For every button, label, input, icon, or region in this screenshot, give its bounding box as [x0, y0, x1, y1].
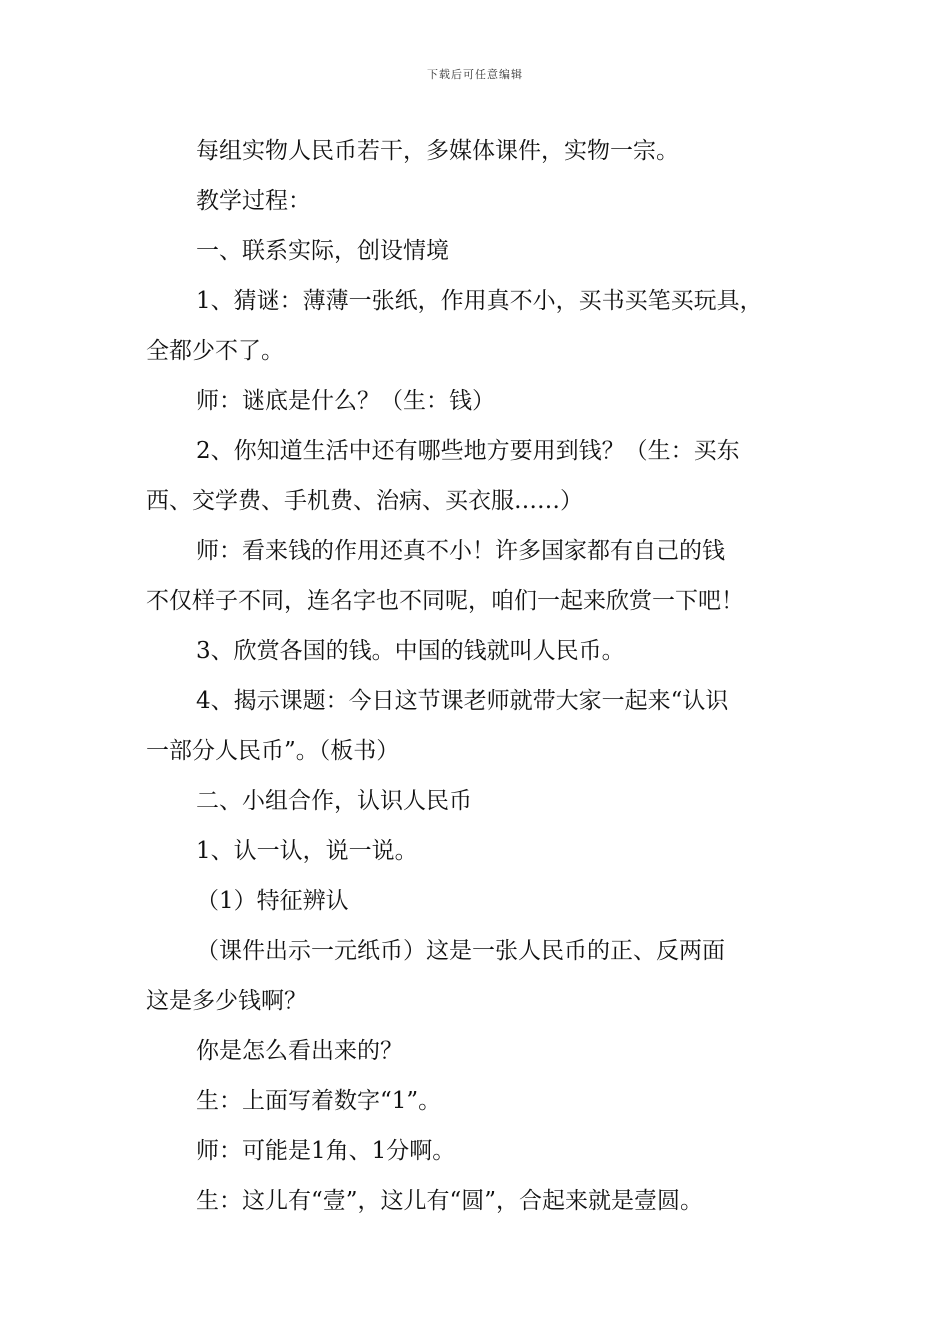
paragraph-appreciate: 3、欣赏各国的钱。中国的钱就叫人民币。: [196, 638, 625, 664]
section-heading-2: 二、小组合作，认识人民币: [196, 788, 472, 814]
paragraph-riddle: 1、猜谜：薄薄一张纸，作用真不小，买书买笔买玩具，: [196, 288, 763, 314]
subheading-features: （1）特征辨认: [196, 888, 349, 914]
paragraph-topic-cont: 一部分人民币”。（板书）: [146, 738, 400, 764]
paragraph-topic: 4、揭示课题：今日这节课老师就带大家一起来“认识: [196, 688, 729, 714]
paragraph-usage-question-cont: 西、交学费、手机费、治病、买衣服……）: [146, 488, 583, 514]
paragraph-teacher-question: 师：谜底是什么？（生：钱）: [196, 388, 495, 414]
section-heading-1: 一、联系实际，创设情境: [196, 238, 449, 264]
heading-teaching-process: 教学过程：: [196, 188, 311, 214]
paragraph-student-answer-2: 生：这儿有“壹”，这儿有“圆”，合起来就是壹圆。: [196, 1188, 704, 1214]
paragraph-student-answer-1: 生：上面写着数字“1”。: [196, 1088, 442, 1114]
paragraph-materials: 每组实物人民币若干，多媒体课件，实物一宗。: [196, 138, 679, 164]
paragraph-teacher-reply: 师：可能是1角、1分啊。: [196, 1138, 456, 1164]
paragraph-usage-question: 2、你知道生活中还有哪些地方要用到钱？（生：买东: [196, 438, 740, 464]
paragraph-courseware: （课件出示一元纸币）这是一张人民币的正、反两面: [196, 938, 725, 964]
paragraph-teacher-comment-cont: 不仅样子不同，连名字也不同呢，咱们一起来欣赏一下吧！: [146, 588, 744, 614]
subheading-identify: 1、认一认，说一说。: [196, 838, 418, 864]
page-header: 下载后可任意编辑: [427, 68, 523, 81]
paragraph-riddle-cont: 全都少不了。: [146, 338, 284, 364]
document-body: [146, 126, 816, 1226]
paragraph-how-known: 你是怎么看出来的？: [196, 1038, 403, 1064]
paragraph-courseware-cont: 这是多少钱啊？: [146, 988, 307, 1014]
paragraph-teacher-comment: 师：看来钱的作用还真不小！许多国家都有自己的钱: [196, 538, 725, 564]
